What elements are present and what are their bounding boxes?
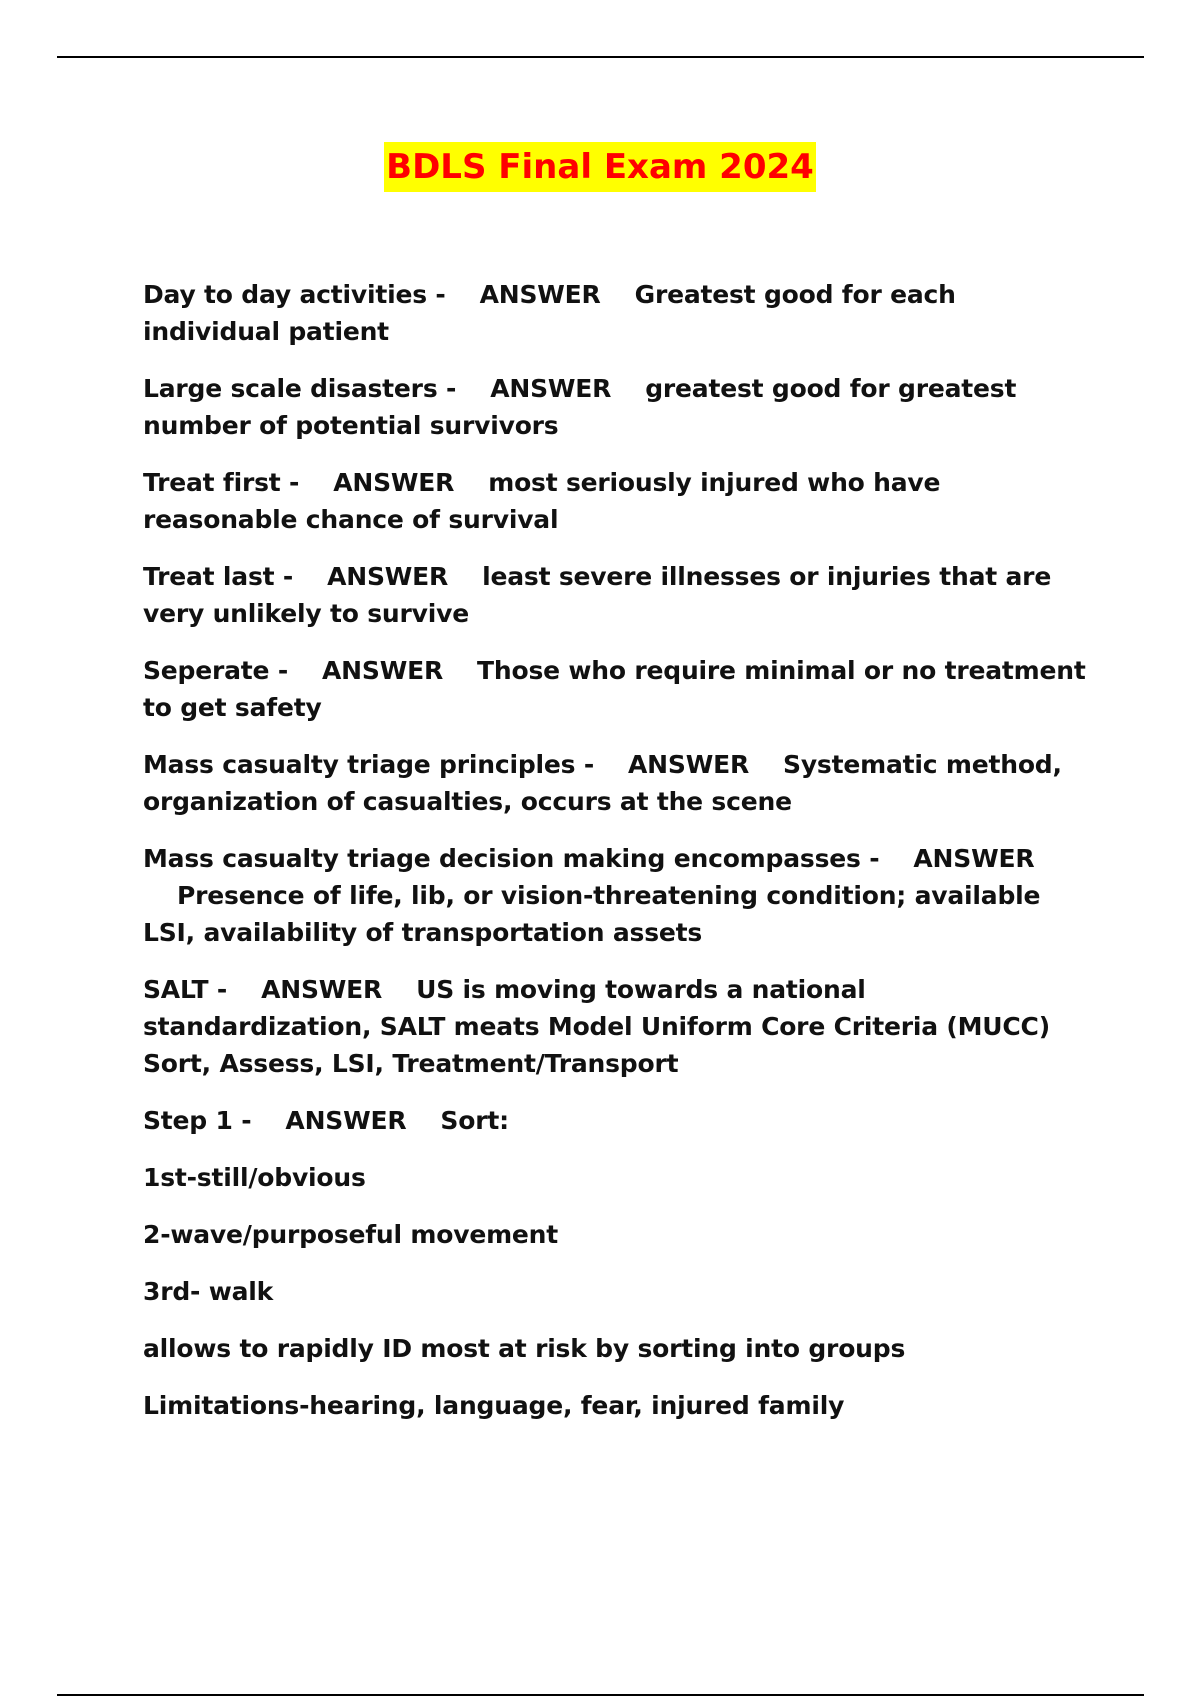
title-container bbox=[0, 142, 1200, 192]
qa-entry: Large scale disasters - ANSWER greatest good for greatest number of potential survivors bbox=[143, 374, 1017, 440]
entry-answer: US is moving towards a national standardization, SALT meats Model Uniform Core Criteria (MUCC) Sort, Assess, LSI, Treatment/Transport bbox=[143, 975, 1050, 1078]
qa-entry: Mass casualty triage decision making encompasses - ANSWER Presence of life, lib, or vision-threatening condition; available LSI, availability of transportation assets bbox=[143, 844, 1041, 947]
qa-entry: Mass casualty triage principles - ANSWER Systematic method, organization of casualties, occurs at the scene bbox=[143, 750, 1062, 816]
entry-term: Step 1 bbox=[143, 1106, 233, 1135]
answer-marker: ANSWER bbox=[322, 656, 444, 685]
entry-term: Day to day activities bbox=[143, 280, 427, 309]
note-line: 1st-still/obvious bbox=[143, 1163, 366, 1192]
note-line: allows to rapidly ID most at risk by sorting into groups bbox=[143, 1334, 906, 1363]
entry-answer: Those who require minimal or no treatment to get safety bbox=[143, 656, 1086, 722]
entry-answer: Greatest good for each individual patient bbox=[143, 280, 956, 346]
entry-answer: most seriously injured who have reasonable chance of survival bbox=[143, 468, 941, 534]
qa-entry: Step 1 - ANSWER Sort: bbox=[143, 1106, 509, 1135]
entry-term: Seperate bbox=[143, 656, 270, 685]
answer-marker: ANSWER bbox=[479, 280, 601, 309]
entry-term: SALT bbox=[143, 975, 209, 1004]
note-line: 2-wave/purposeful movement bbox=[143, 1220, 559, 1249]
answer-marker: ANSWER bbox=[261, 975, 383, 1004]
qa-entry: Seperate - ANSWER Those who require minimal or no treatment to get safety bbox=[143, 656, 1086, 722]
qa-entry: Treat first - ANSWER most seriously injured who have reasonable chance of survival bbox=[143, 468, 941, 534]
answer-marker: ANSWER bbox=[285, 1106, 407, 1135]
answer-marker: ANSWER bbox=[628, 750, 750, 779]
answer-marker: ANSWER bbox=[913, 844, 1035, 873]
flashcard-list bbox=[143, 276, 1098, 1444]
entry-answer: Systematic method, organization of casualties, occurs at the scene bbox=[143, 750, 1062, 816]
entry-answer: least severe illnesses or injuries that are very unlikely to survive bbox=[143, 562, 1052, 628]
answer-marker: ANSWER bbox=[327, 562, 449, 591]
footer-rule bbox=[57, 1694, 1144, 1696]
note-line: 3rd- walk bbox=[143, 1277, 274, 1306]
entry-term: Treat last bbox=[143, 562, 275, 591]
entry-term: Mass casualty triage decision making encompasses bbox=[143, 844, 861, 873]
answer-marker: ANSWER bbox=[490, 374, 612, 403]
entry-term: Mass casualty triage principles bbox=[143, 750, 576, 779]
note-line: Limitations-hearing, language, fear, injured family bbox=[143, 1391, 845, 1420]
qa-entry: SALT - ANSWER US is moving towards a national standardization, SALT meats Model Uniform Core Criteria (MUCC) Sort, Assess, LSI, Treatment/Transport bbox=[143, 975, 1050, 1078]
entry-term: Treat first bbox=[143, 468, 281, 497]
entry-answer: Presence of life, lib, or vision-threatening condition; available LSI, availability of transportation assets bbox=[143, 881, 1041, 947]
answer-marker: ANSWER bbox=[333, 468, 455, 497]
entry-answer: greatest good for greatest number of potential survivors bbox=[143, 374, 1017, 440]
header-rule bbox=[57, 56, 1144, 58]
qa-entry: Day to day activities - ANSWER Greatest good for each individual patient bbox=[143, 280, 956, 346]
document-title: BDLS Final Exam 2024 bbox=[384, 142, 816, 192]
entry-answer: Sort: bbox=[440, 1106, 509, 1135]
entry-term: Large scale disasters bbox=[143, 374, 438, 403]
qa-entry: Treat last - ANSWER least severe illnesses or injuries that are very unlikely to survive bbox=[143, 562, 1052, 628]
